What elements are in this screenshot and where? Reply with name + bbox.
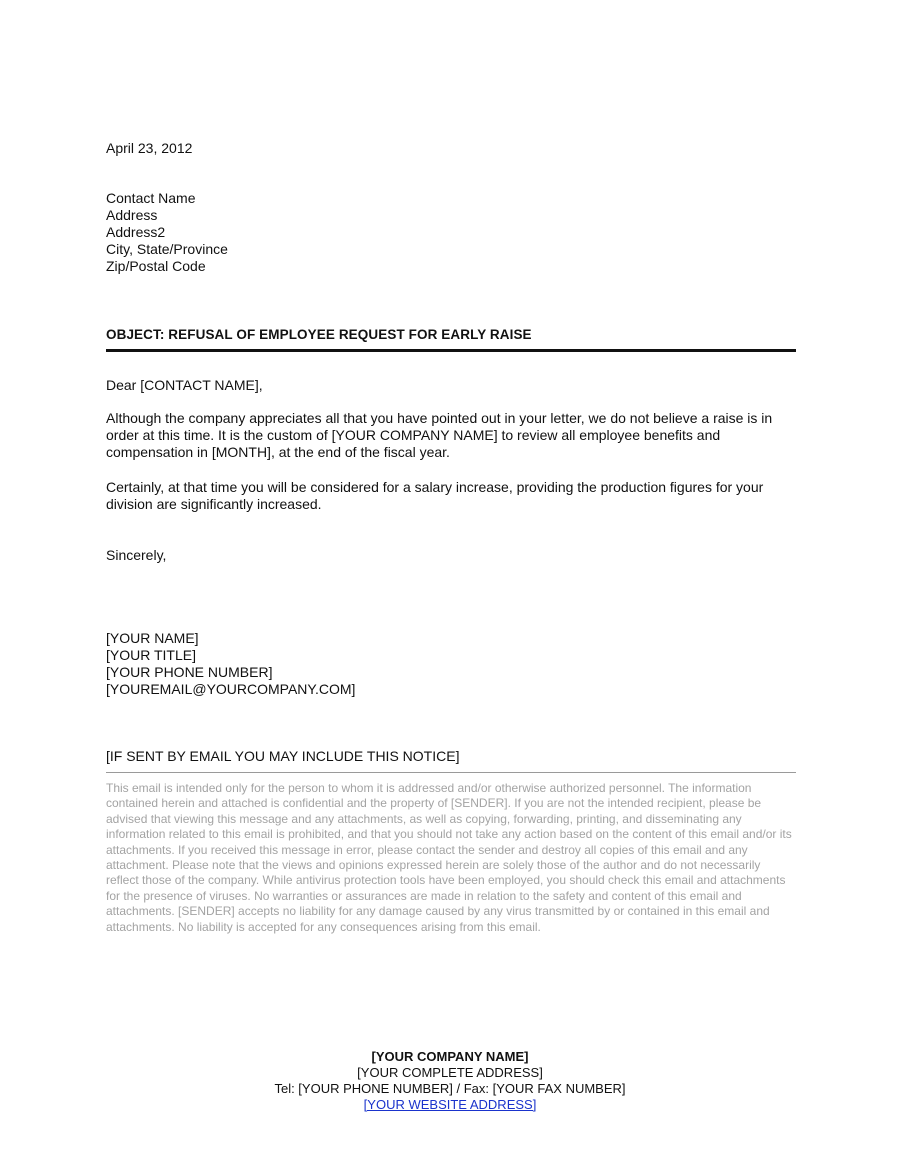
letterhead-footer: [0, 1049, 900, 1113]
letter-paragraph-1: Although the company appreciates all that you have pointed out in your letter, we do not believe a raise is in order at this time. It is the custom of [YOUR COMPANY NAME] to review all employee benefits and compensation in [MONTH], at the end of the fiscal year.: [106, 410, 773, 460]
signature-phone: [YOUR PHONE NUMBER]: [106, 664, 273, 680]
recipient-address-line1: Address: [106, 207, 158, 223]
subject-divider: [106, 349, 796, 352]
signature-block: [106, 630, 796, 698]
footer-website-link[interactable]: [YOUR WEBSITE ADDRESS]: [363, 1097, 537, 1112]
letter-paragraph-2: Certainly, at that time you will be considered for a salary increase, providing the production figures for your division are significantly increased.: [106, 479, 764, 512]
signature-name: [YOUR NAME]: [106, 630, 199, 646]
letter-date: April 23, 2012: [106, 140, 193, 156]
footer-contact: Tel: [YOUR PHONE NUMBER] / Fax: [YOUR FAX NUMBER]: [274, 1081, 626, 1096]
letter-salutation: Dear [CONTACT NAME],: [106, 377, 263, 393]
recipient-address-line2: Address2: [106, 224, 166, 240]
recipient-city-state: City, State/Province: [106, 241, 228, 257]
recipient-address: [106, 190, 796, 275]
signature-title: [YOUR TITLE]: [106, 647, 196, 663]
signature-email: [YOUREMAIL@YOURCOMPANY.COM]: [106, 681, 356, 697]
email-notice-heading: [IF SENT BY EMAIL YOU MAY INCLUDE THIS NOTICE]: [106, 748, 460, 764]
letter-subject: OBJECT: REFUSAL OF EMPLOYEE REQUEST FOR EARLY RAISE: [106, 327, 532, 342]
footer-address: [YOUR COMPLETE ADDRESS]: [357, 1065, 543, 1080]
recipient-zip: Zip/Postal Code: [106, 258, 206, 274]
footer-company-name: [YOUR COMPANY NAME]: [371, 1049, 529, 1064]
letter-closing: Sincerely,: [106, 547, 167, 563]
email-disclaimer-text: This email is intended only for the person to whom it is addressed and/or otherwise authorized personnel. The information contained herein and attached is confidential and the property of [SENDER]. If you are not the intended recipient, please be advised that viewing this message and any attachments, as well as copying, forwarding, printing, and disseminating any information related to this email is prohibited, and that you should not take any action based on the content of this email and/or its attachments. If you received this message in error, please contact the sender and destroy all copies of this email and any attachment. Please note that the views and opinions expressed herein are solely those of the author and do not necessarily reflect those of the company. While antivirus protection tools have been employed, you should check this email and attachments for the presence of viruses. No warranties or assurances are made in relation to the safety and content of this email and attachments. [SENDER] accepts no liability for any damage caused by any virus transmitted by or contained in this email and attachments. No liability is accepted for any consequences arising from this email.: [106, 781, 792, 934]
notice-divider: [106, 772, 796, 773]
recipient-name: Contact Name: [106, 190, 196, 206]
